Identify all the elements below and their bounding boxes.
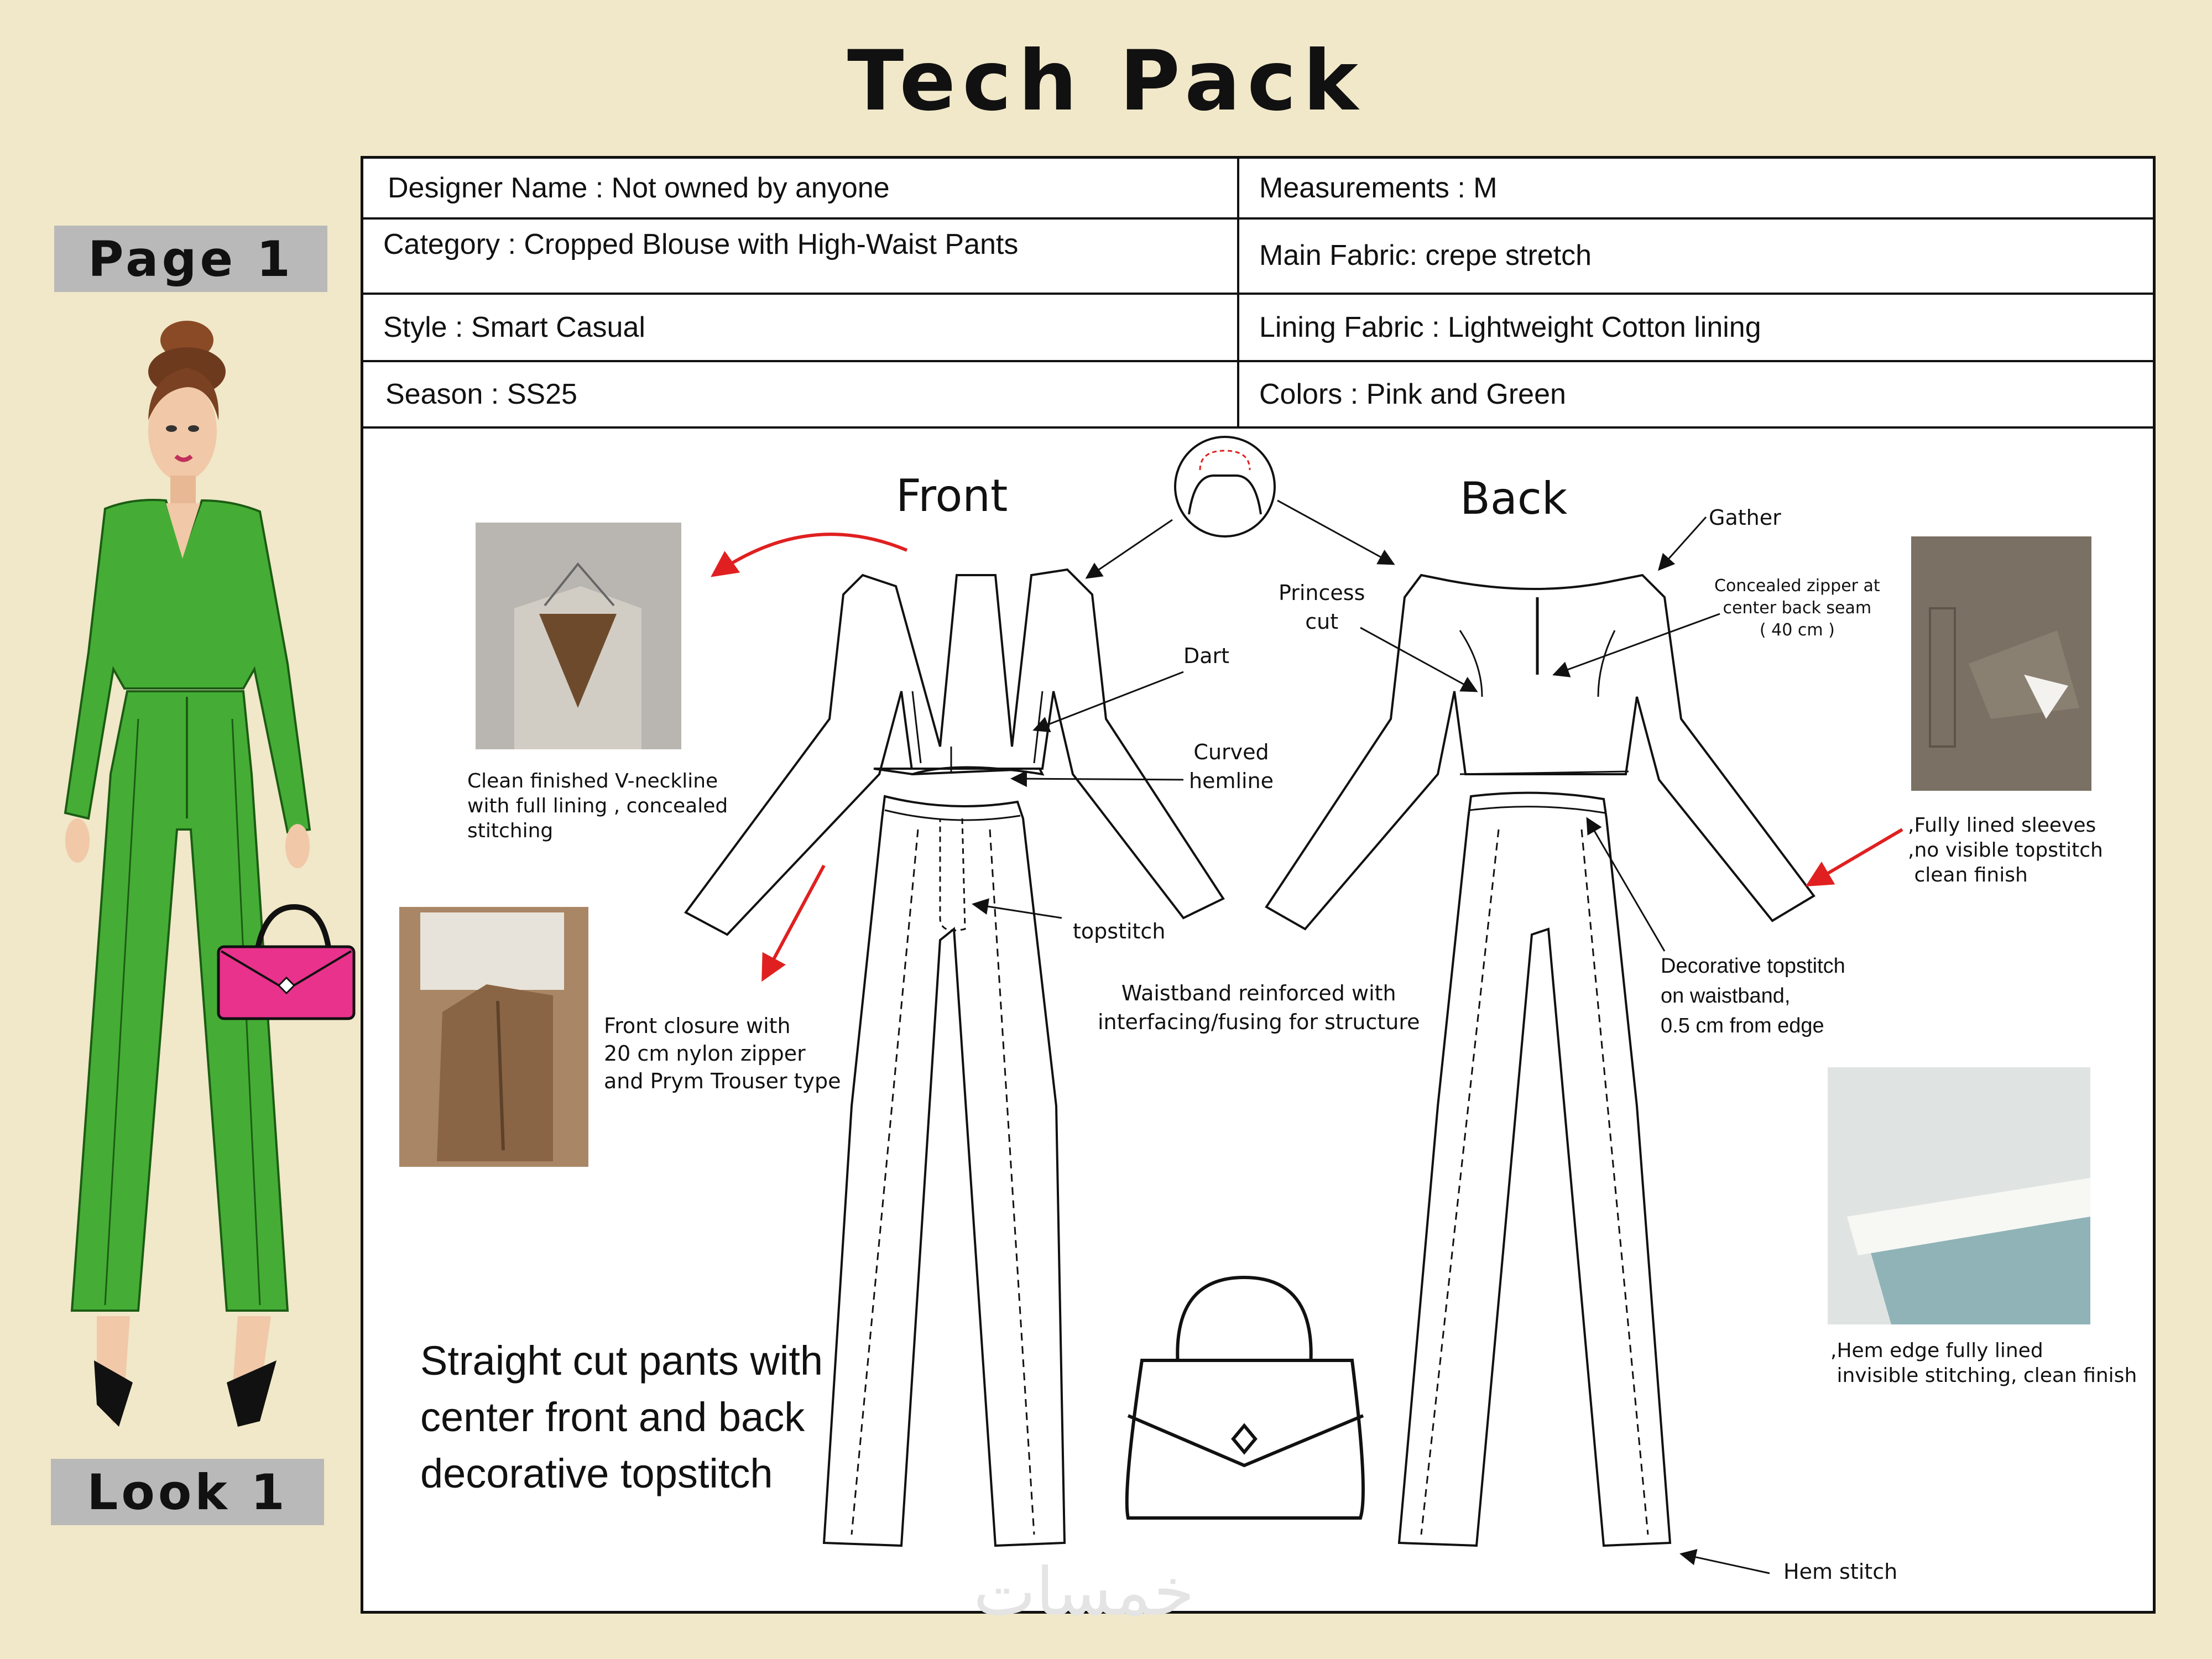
callout-dart: Dart: [1183, 644, 1230, 668]
colors-cell: Colors : Pink and Green: [1259, 378, 1566, 410]
page-label: Page 1: [54, 226, 327, 292]
category-cell: Category : Cropped Blouse with High-Waist Pants: [383, 228, 1019, 260]
style-cell: Style : Smart Casual: [383, 311, 645, 343]
callout-concealed-zipper: Concealed zipper at center back seam ( 40 cm ): [1714, 576, 1880, 640]
look-label: Look 1: [51, 1459, 324, 1525]
pants-note: Straight cut pants center front and back decorative topstitch: [420, 1338, 805, 1496]
neckline-note: Clean finished V-neckline with full lining , concealed stitching: [467, 770, 728, 842]
main-fabric-cell: Main Fabric: crepe stretch: [1259, 239, 1592, 272]
sleeve-photo: [1911, 536, 2091, 791]
hem-edge-photo: [1828, 1067, 2090, 1324]
watermark: خمسات: [973, 1554, 1195, 1631]
lining-fabric-cell: Lining Fabric : Lightweight Cotton lining: [1259, 311, 1761, 343]
measurements-cell: Measurements : M: [1259, 172, 1498, 204]
page-title: Tech Pack: [847, 33, 1365, 129]
neckline-photo: [476, 523, 681, 749]
callout-hem-stitch: Hem stitch: [1783, 1559, 1898, 1584]
callout-topstitch: topstitch: [1073, 919, 1166, 943]
back-view-label: Back: [1460, 473, 1568, 524]
hem-edge-note: ,Hem edge fully lined invisible stitching, clean finish: [1830, 1339, 2137, 1387]
callout-decorative-topstitch: Decorative topstitch on waistband, 0.5 cm from edge: [1661, 954, 1845, 1037]
designer-name-cell: Designer Name : Not owned by anyone: [388, 172, 890, 204]
season-cell: Season : SS25: [385, 378, 577, 410]
front-view-label: Front: [896, 470, 1008, 521]
callout-gather: Gather: [1709, 505, 1781, 530]
front-closure-photo: [399, 907, 588, 1167]
callout-princess-cut: Princess cut: [1279, 581, 1365, 634]
front-closure-note: Front closure with 20 cm nylon zipper and Prym Trouser type: [604, 1014, 841, 1093]
callout-waistband: Waistband reinforced with interfacing/fusing for structure: [1098, 981, 1420, 1034]
sleeves-note: ,Fully lined sleeves ,no visible topstitch clean finish: [1908, 814, 2103, 886]
callout-curved-hemline: Curved hemline: [1189, 740, 1274, 793]
